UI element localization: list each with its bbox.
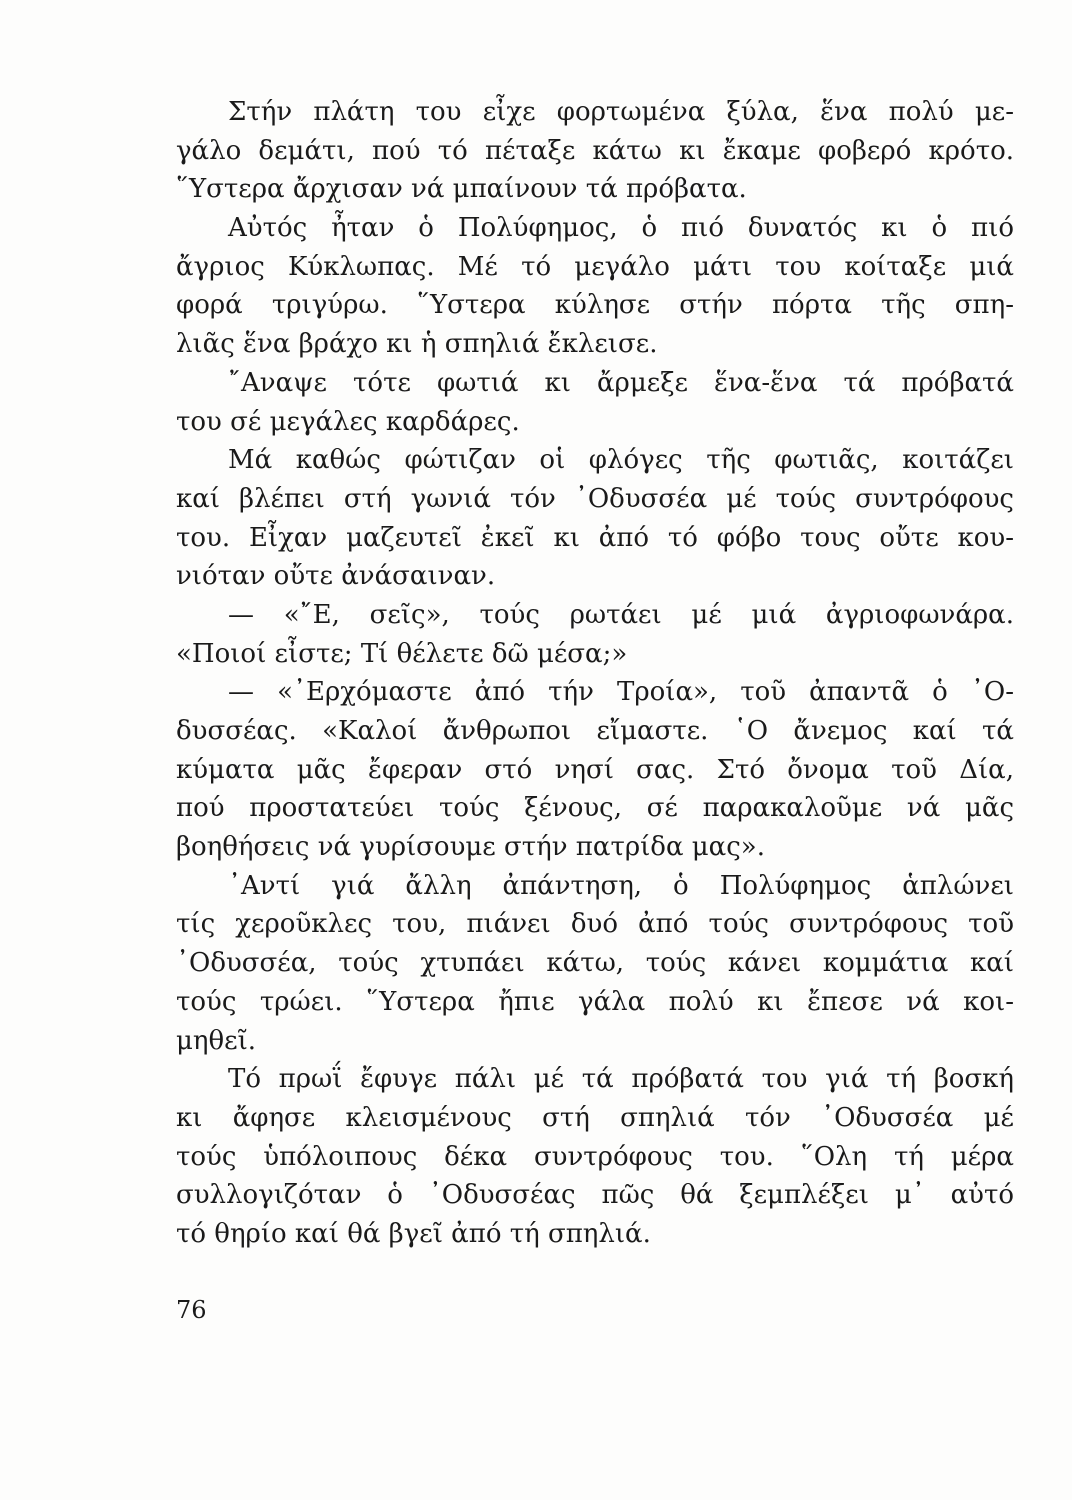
text-line: του σέ μεγάλες καρδάρες. bbox=[176, 406, 520, 437]
text-line: καί βλέπει στή γωνιά τόν ᾿Οδυσσέα μέ τούς συντρόφους bbox=[176, 483, 1014, 514]
text-line: μηθεῖ. bbox=[176, 1025, 257, 1056]
text-line: τούς ὑπόλοιπους δέκα συντρόφους του. ῞Ολη τή μέρα bbox=[176, 1141, 1014, 1172]
text-line: γάλο δεμάτι, πού τό πέταξε κάτω κι ἔκαμε φοβερό κρότο. bbox=[176, 135, 1014, 166]
text-line: Μά καθώς φώτιζαν οἱ φλόγες τῆς φωτιᾶς, κοιτάζει bbox=[228, 445, 1014, 476]
text-line: — «᾿Ερχόμαστε ἀπό τήν Τροία», τοῦ ἀπαντᾶ ὁ ᾿Ο- bbox=[228, 677, 1014, 708]
text-line: τίς χεροῦκλες του, πιάνει δυό ἀπό τούς συντρόφους τοῦ bbox=[176, 909, 1014, 940]
text-line: φορά τριγύρω. ῞Υστερα κύλησε στήν πόρτα τῆς σπη- bbox=[176, 290, 1014, 321]
text-line: κι ἄφησε κλεισμένους στή σπηλιά τόν ᾿Οδυσσέα μέ bbox=[176, 1102, 1014, 1133]
text-line: — «῎Ε, σεῖς», τούς ρωτάει μέ μιά ἀγριοφωνάρα. bbox=[228, 599, 1014, 630]
text-line: ᾿Οδυσσέα, τούς χτυπάει κάτω, τούς κάνει κομμάτια καί bbox=[176, 948, 1014, 979]
text-line: του. Εἶχαν μαζευτεῖ ἐκεῖ κι ἀπό τό φόβο τους οὔτε κου- bbox=[176, 522, 1014, 553]
text-line: «Ποιοί εἶστε; Τί θέλετε δῶ μέσα;» bbox=[176, 638, 628, 669]
body-text bbox=[176, 93, 1014, 1254]
text-line: ἄγριος Κύκλωπας. Μέ τό μεγάλο μάτι του κοίταξε μιά bbox=[176, 251, 1014, 282]
text-line: Στήν πλάτη του εἶχε φορτωμένα ξύλα, ἕνα πολύ με- bbox=[228, 97, 1014, 127]
text-line: βοηθήσεις νά γυρίσουμε στήν πατρίδα μας». bbox=[176, 832, 765, 863]
text-line: συλλογιζόταν ὁ ᾿Οδυσσέας πῶς θά ξεμπλέξει μ᾿ αὐτό bbox=[176, 1180, 1014, 1211]
text-line: τούς τρώει. ῞Υστερα ἤπιε γάλα πολύ κι ἔπεσε νά κοι- bbox=[176, 986, 1014, 1017]
text-line: Αὐτός ἦταν ὁ Πολύφημος, ὁ πιό δυνατός κι ὁ πιό bbox=[228, 213, 1014, 244]
text-line: ᾿Αντί γιά ἄλλη ἀπάντηση, ὁ Πολύφημος ἁπλώνει bbox=[228, 870, 1014, 901]
page-number: 76 bbox=[176, 1296, 207, 1324]
text-line: πού προστατεύει τούς ξένους, σέ παρακαλοῦμε νά μᾶς bbox=[176, 793, 1014, 824]
text-line: Τό πρωΐ ἔφυγε πάλι μέ τά πρόβατά του γιά τή βοσκή bbox=[228, 1064, 1014, 1095]
text-line: λιᾶς ἕνα βράχο κι ἡ σπηλιά ἔκλεισε. bbox=[176, 329, 658, 360]
text-line: ῞Υστερα ἄρχισαν νά μπαίνουν τά πρόβατα. bbox=[176, 174, 747, 205]
text-line: κύματα μᾶς ἔφεραν στό νησί σας. Στό ὄνομα τοῦ Δία, bbox=[176, 754, 1014, 785]
text-line: δυσσέας. «Καλοί ἄνθρωποι εἴμαστε. ῾Ο ἄνεμος καί τά bbox=[176, 716, 1014, 746]
text-line: ῎Αναψε τότε φωτιά κι ἄρμεξε ἕνα-ἕνα τά πρόβατά bbox=[228, 367, 1014, 398]
text-line: νιόταν οὔτε ἀνάσαιναν. bbox=[176, 561, 496, 592]
text-line: τό θηρίο καί θά βγεῖ ἀπό τή σπηλιά. bbox=[176, 1218, 651, 1249]
